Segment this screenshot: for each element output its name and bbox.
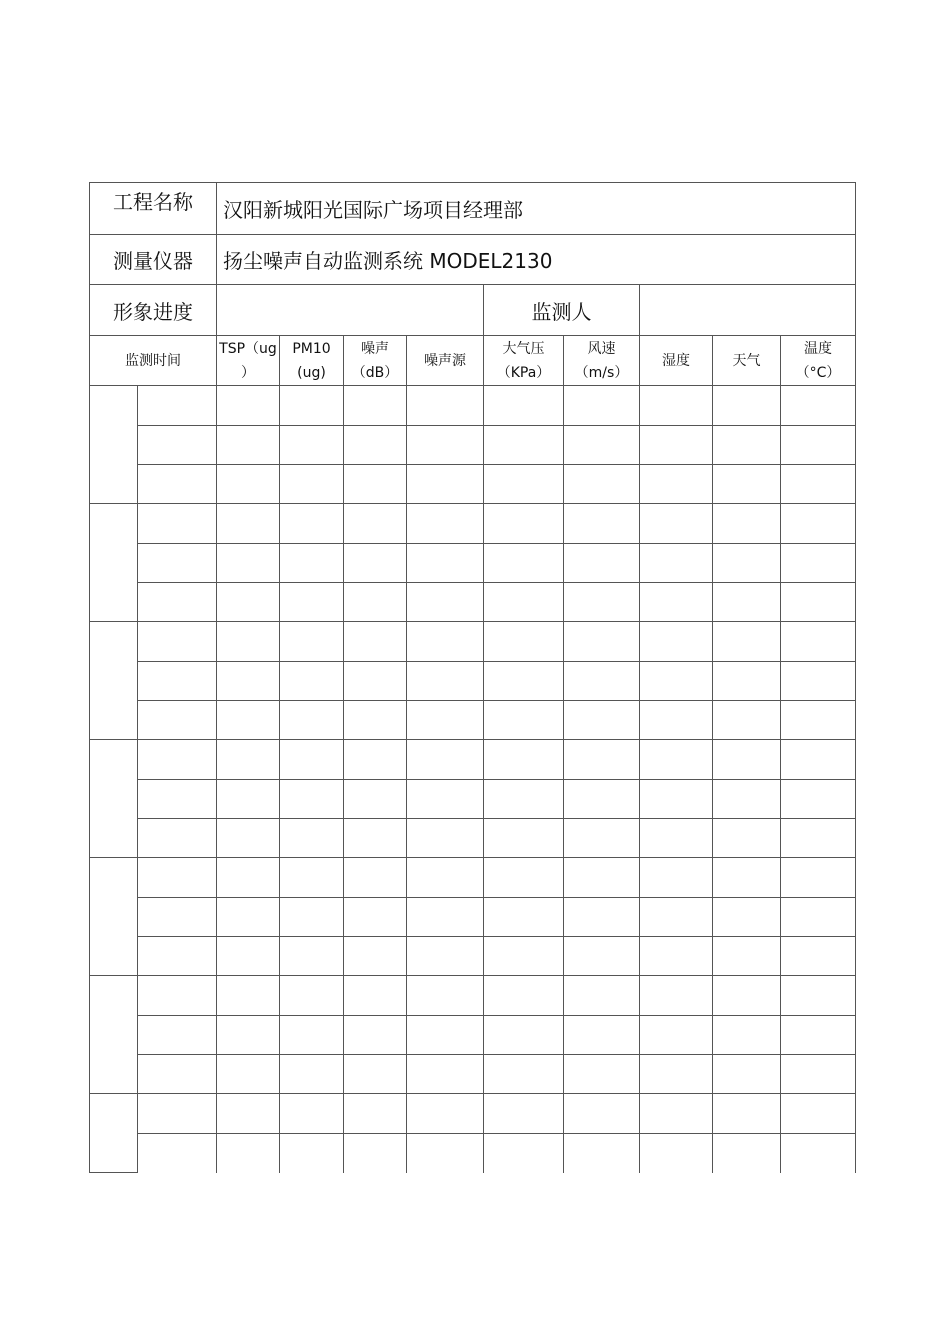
- data-cell[interactable]: [217, 858, 280, 898]
- data-cell[interactable]: [713, 1094, 781, 1134]
- date-group-cell[interactable]: [90, 976, 138, 1094]
- data-cell[interactable]: [344, 622, 407, 662]
- data-cell[interactable]: [138, 1016, 217, 1055]
- date-group-cell[interactable]: [90, 858, 138, 976]
- data-cell[interactable]: [407, 740, 484, 780]
- data-cell[interactable]: [564, 937, 640, 976]
- data-cell[interactable]: [564, 976, 640, 1016]
- data-row: [90, 1094, 856, 1134]
- data-row: [90, 662, 856, 701]
- data-cell[interactable]: [713, 504, 781, 544]
- data-row: [90, 583, 856, 622]
- data-cell[interactable]: [713, 937, 781, 976]
- data-row: [90, 937, 856, 976]
- data-cell[interactable]: [280, 858, 344, 898]
- monitoring-form: [89, 182, 855, 1173]
- data-cell[interactable]: [344, 701, 407, 740]
- data-cell[interactable]: [280, 504, 344, 544]
- col-header-temperature: [781, 336, 856, 386]
- data-cell[interactable]: [640, 701, 713, 740]
- data-cell[interactable]: [564, 740, 640, 780]
- data-cell[interactable]: [640, 976, 713, 1016]
- data-cell[interactable]: [344, 465, 407, 504]
- col-header-tsp-line1: TSP（ug: [219, 340, 277, 357]
- data-cell[interactable]: [280, 386, 344, 426]
- data-cell[interactable]: [484, 1016, 564, 1055]
- data-cell[interactable]: [640, 1055, 713, 1094]
- col-header-temperature-line1: 温度: [804, 340, 832, 357]
- data-cell[interactable]: [217, 1094, 280, 1134]
- data-cell[interactable]: [344, 1134, 407, 1173]
- data-cell[interactable]: [484, 622, 564, 662]
- data-cell[interactable]: [217, 1055, 280, 1094]
- data-cell[interactable]: [280, 937, 344, 976]
- data-cell[interactable]: [344, 1055, 407, 1094]
- data-cell[interactable]: [407, 1094, 484, 1134]
- col-header-tsp-line2: ）: [241, 364, 255, 381]
- data-cell[interactable]: [564, 780, 640, 819]
- data-cell[interactable]: [781, 740, 856, 780]
- progress-label: 形象进度: [90, 285, 217, 336]
- data-cell[interactable]: [640, 426, 713, 465]
- data-cell[interactable]: [713, 898, 781, 937]
- data-cell[interactable]: [138, 583, 217, 622]
- data-cell[interactable]: [781, 819, 856, 858]
- data-cell[interactable]: [217, 898, 280, 937]
- data-cell[interactable]: [484, 937, 564, 976]
- data-cell[interactable]: [280, 898, 344, 937]
- data-cell[interactable]: [344, 937, 407, 976]
- data-cell[interactable]: [781, 701, 856, 740]
- data-cell[interactable]: [640, 1016, 713, 1055]
- col-header-pm10-line2: (ug): [297, 364, 326, 381]
- data-cell[interactable]: [713, 583, 781, 622]
- data-cell[interactable]: [484, 701, 564, 740]
- data-cell[interactable]: [640, 858, 713, 898]
- data-cell[interactable]: [713, 662, 781, 701]
- data-cell[interactable]: [407, 858, 484, 898]
- col-header-pressure-line1: 大气压: [502, 340, 545, 357]
- data-cell[interactable]: [564, 544, 640, 583]
- data-cell[interactable]: [138, 819, 217, 858]
- col-header-wind-line1: 风速: [587, 340, 616, 357]
- instrument-label: 测量仪器: [90, 235, 217, 285]
- data-cell[interactable]: [484, 1134, 564, 1173]
- data-cell[interactable]: [640, 740, 713, 780]
- instrument-value[interactable]: 扬尘噪声自动监测系统 MODEL2130: [217, 235, 856, 285]
- data-cell[interactable]: [280, 819, 344, 858]
- data-cell[interactable]: [407, 465, 484, 504]
- data-cell[interactable]: [781, 780, 856, 819]
- data-cell[interactable]: [280, 740, 344, 780]
- data-cell[interactable]: [640, 898, 713, 937]
- data-cell[interactable]: [564, 1134, 640, 1173]
- data-row: [90, 622, 856, 662]
- data-cell[interactable]: [344, 544, 407, 583]
- data-cell[interactable]: [217, 426, 280, 465]
- data-cell[interactable]: [713, 740, 781, 780]
- data-cell[interactable]: [640, 1094, 713, 1134]
- data-cell[interactable]: [407, 701, 484, 740]
- data-cell[interactable]: [407, 386, 484, 426]
- data-cell[interactable]: [217, 740, 280, 780]
- data-cell[interactable]: [217, 937, 280, 976]
- data-cell[interactable]: [217, 780, 280, 819]
- data-cell[interactable]: [138, 858, 217, 898]
- date-group-cell[interactable]: [90, 740, 138, 858]
- data-cell[interactable]: [138, 976, 217, 1016]
- data-row: [90, 386, 856, 426]
- data-row: [90, 976, 856, 1016]
- col-header-noise-source: 噪声源: [407, 336, 484, 386]
- data-cell[interactable]: [407, 583, 484, 622]
- data-cell[interactable]: [280, 780, 344, 819]
- data-cell[interactable]: [781, 1094, 856, 1134]
- data-cell[interactable]: [344, 1016, 407, 1055]
- data-row: [90, 1055, 856, 1094]
- data-cell[interactable]: [713, 819, 781, 858]
- data-cell[interactable]: [138, 701, 217, 740]
- data-cell[interactable]: [280, 1016, 344, 1055]
- data-cell[interactable]: [484, 426, 564, 465]
- data-cell[interactable]: [713, 544, 781, 583]
- data-cell[interactable]: [713, 780, 781, 819]
- data-row: [90, 701, 856, 740]
- data-cell[interactable]: [138, 504, 217, 544]
- data-cell[interactable]: [484, 819, 564, 858]
- col-header-pressure-line2: （KPa）: [496, 364, 551, 381]
- data-cell[interactable]: [564, 701, 640, 740]
- data-cell[interactable]: [640, 504, 713, 544]
- data-cell[interactable]: [564, 622, 640, 662]
- data-cell[interactable]: [280, 544, 344, 583]
- data-cell[interactable]: [713, 701, 781, 740]
- col-header-wind: [564, 336, 640, 386]
- data-cell[interactable]: [640, 819, 713, 858]
- data-cell[interactable]: [484, 465, 564, 504]
- data-cell[interactable]: [344, 976, 407, 1016]
- data-cell[interactable]: [484, 976, 564, 1016]
- data-cell[interactable]: [640, 544, 713, 583]
- data-cell[interactable]: [217, 976, 280, 1016]
- data-cell[interactable]: [640, 780, 713, 819]
- data-cell[interactable]: [640, 622, 713, 662]
- data-cell[interactable]: [713, 976, 781, 1016]
- data-cell[interactable]: [280, 583, 344, 622]
- data-cell[interactable]: [564, 662, 640, 701]
- data-row: [90, 504, 856, 544]
- col-header-pm10-line1: PM10: [292, 340, 331, 357]
- project-name-label: 工程名称: [90, 183, 217, 235]
- data-cell[interactable]: [280, 701, 344, 740]
- data-cell[interactable]: [484, 1055, 564, 1094]
- data-cell[interactable]: [138, 937, 217, 976]
- data-cell[interactable]: [280, 1134, 344, 1173]
- data-cell[interactable]: [484, 544, 564, 583]
- col-header-noise-line2: （dB）: [351, 364, 399, 381]
- data-cell[interactable]: [781, 386, 856, 426]
- col-header-tsp: [217, 336, 280, 386]
- date-group-cell[interactable]: [90, 386, 138, 504]
- monitoring-table: [89, 182, 856, 1173]
- data-cell[interactable]: [640, 662, 713, 701]
- data-cell[interactable]: [407, 504, 484, 544]
- data-cell[interactable]: [484, 662, 564, 701]
- data-cell[interactable]: [781, 544, 856, 583]
- data-row: [90, 858, 856, 898]
- data-cell[interactable]: [217, 583, 280, 622]
- data-cell[interactable]: [217, 662, 280, 701]
- data-cell[interactable]: [484, 898, 564, 937]
- data-cell[interactable]: [407, 662, 484, 701]
- data-cell[interactable]: [138, 898, 217, 937]
- date-group-cell[interactable]: [90, 504, 138, 622]
- data-cell[interactable]: [781, 465, 856, 504]
- data-cell[interactable]: [564, 465, 640, 504]
- data-cell[interactable]: [713, 465, 781, 504]
- data-cell[interactable]: [407, 898, 484, 937]
- data-cell[interactable]: [138, 465, 217, 504]
- data-cell[interactable]: [138, 662, 217, 701]
- data-cell[interactable]: [781, 858, 856, 898]
- data-row: [90, 426, 856, 465]
- data-cell[interactable]: [484, 780, 564, 819]
- data-row: [90, 780, 856, 819]
- data-cell[interactable]: [217, 465, 280, 504]
- data-cell[interactable]: [217, 1016, 280, 1055]
- data-row: [90, 1016, 856, 1055]
- data-cell[interactable]: [280, 662, 344, 701]
- data-cell[interactable]: [564, 504, 640, 544]
- data-cell[interactable]: [640, 937, 713, 976]
- data-cell[interactable]: [138, 426, 217, 465]
- data-cell[interactable]: [407, 780, 484, 819]
- data-cell[interactable]: [280, 1094, 344, 1134]
- data-cell[interactable]: [564, 819, 640, 858]
- data-cell[interactable]: [217, 622, 280, 662]
- data-cell[interactable]: [344, 1094, 407, 1134]
- col-header-temperature-line2: （°C）: [795, 364, 841, 381]
- data-cell[interactable]: [713, 858, 781, 898]
- data-cell[interactable]: [781, 622, 856, 662]
- data-cell[interactable]: [484, 1094, 564, 1134]
- data-cell[interactable]: [407, 622, 484, 662]
- data-cell[interactable]: [713, 386, 781, 426]
- data-cell[interactable]: [781, 937, 856, 976]
- data-cell[interactable]: [640, 386, 713, 426]
- col-header-time: 监测时间: [90, 336, 217, 386]
- col-header-pressure: [484, 336, 564, 386]
- data-cell[interactable]: [407, 544, 484, 583]
- data-cell[interactable]: [344, 858, 407, 898]
- data-cell[interactable]: [280, 426, 344, 465]
- data-cell[interactable]: [781, 1016, 856, 1055]
- data-cell[interactable]: [344, 504, 407, 544]
- data-cell[interactable]: [713, 1134, 781, 1173]
- data-cell[interactable]: [407, 1134, 484, 1173]
- data-cell[interactable]: [217, 1134, 280, 1173]
- col-header-noise: [344, 336, 407, 386]
- data-cell[interactable]: [138, 622, 217, 662]
- data-cell[interactable]: [781, 504, 856, 544]
- data-cell[interactable]: [407, 1055, 484, 1094]
- data-cell[interactable]: [280, 622, 344, 662]
- data-cell[interactable]: [781, 1055, 856, 1094]
- date-group-cell[interactable]: [90, 1094, 138, 1173]
- col-header-weather: 天气: [713, 336, 781, 386]
- data-cell[interactable]: [344, 662, 407, 701]
- date-group-cell[interactable]: [90, 622, 138, 740]
- data-cell[interactable]: [344, 898, 407, 937]
- data-cell[interactable]: [344, 740, 407, 780]
- data-cell[interactable]: [344, 819, 407, 858]
- col-header-humidity: 湿度: [640, 336, 713, 386]
- data-cell[interactable]: [564, 583, 640, 622]
- data-row: [90, 544, 856, 583]
- data-cell[interactable]: [781, 583, 856, 622]
- data-cell[interactable]: [280, 1055, 344, 1094]
- data-row: [90, 898, 856, 937]
- data-cell[interactable]: [407, 976, 484, 1016]
- col-header-wind-line2: （m/s）: [574, 364, 629, 381]
- data-cell[interactable]: [781, 898, 856, 937]
- data-row: [90, 740, 856, 780]
- monitor-person-value[interactable]: [640, 285, 856, 336]
- data-cell[interactable]: [280, 976, 344, 1016]
- data-row: [90, 465, 856, 504]
- data-cell[interactable]: [781, 1134, 856, 1173]
- data-cell[interactable]: [713, 426, 781, 465]
- data-cell[interactable]: [713, 1055, 781, 1094]
- data-cell[interactable]: [138, 1134, 217, 1173]
- data-cell[interactable]: [484, 858, 564, 898]
- data-row: [90, 1134, 856, 1173]
- data-cell[interactable]: [138, 1094, 217, 1134]
- data-cell[interactable]: [217, 504, 280, 544]
- data-cell[interactable]: [640, 465, 713, 504]
- data-cell[interactable]: [564, 386, 640, 426]
- data-cell[interactable]: [640, 583, 713, 622]
- data-cell[interactable]: [344, 780, 407, 819]
- data-cell[interactable]: [484, 386, 564, 426]
- data-cell[interactable]: [564, 1094, 640, 1134]
- data-cell[interactable]: [564, 1055, 640, 1094]
- data-cell[interactable]: [407, 819, 484, 858]
- data-cell[interactable]: [344, 386, 407, 426]
- data-cell[interactable]: [564, 858, 640, 898]
- data-cell[interactable]: [484, 504, 564, 544]
- data-cell[interactable]: [138, 386, 217, 426]
- data-cell[interactable]: [713, 622, 781, 662]
- data-cell[interactable]: [138, 740, 217, 780]
- data-cell[interactable]: [640, 1134, 713, 1173]
- data-cell[interactable]: [344, 583, 407, 622]
- data-cell[interactable]: [781, 426, 856, 465]
- data-cell[interactable]: [280, 465, 344, 504]
- data-cell[interactable]: [217, 701, 280, 740]
- data-cell[interactable]: [407, 937, 484, 976]
- data-cell[interactable]: [781, 662, 856, 701]
- data-cell[interactable]: [484, 740, 564, 780]
- progress-value[interactable]: [217, 285, 484, 336]
- project-name-value[interactable]: 汉阳新城阳光国际广场项目经理部: [217, 183, 856, 235]
- data-cell[interactable]: [781, 976, 856, 1016]
- data-cell[interactable]: [484, 583, 564, 622]
- data-cell[interactable]: [713, 1016, 781, 1055]
- col-header-noise-line1: 噪声: [361, 340, 389, 357]
- data-cell[interactable]: [217, 819, 280, 858]
- data-cell[interactable]: [564, 426, 640, 465]
- data-cell[interactable]: [217, 386, 280, 426]
- data-cell[interactable]: [407, 426, 484, 465]
- data-row: [90, 819, 856, 858]
- data-cell[interactable]: [564, 898, 640, 937]
- data-cell[interactable]: [138, 1055, 217, 1094]
- monitor-person-label: 监测人: [484, 285, 640, 336]
- data-cell[interactable]: [217, 544, 280, 583]
- data-cell[interactable]: [138, 780, 217, 819]
- data-cell[interactable]: [407, 1016, 484, 1055]
- data-cell[interactable]: [138, 544, 217, 583]
- data-cell[interactable]: [344, 426, 407, 465]
- data-cell[interactable]: [564, 1016, 640, 1055]
- col-header-pm10: [280, 336, 344, 386]
